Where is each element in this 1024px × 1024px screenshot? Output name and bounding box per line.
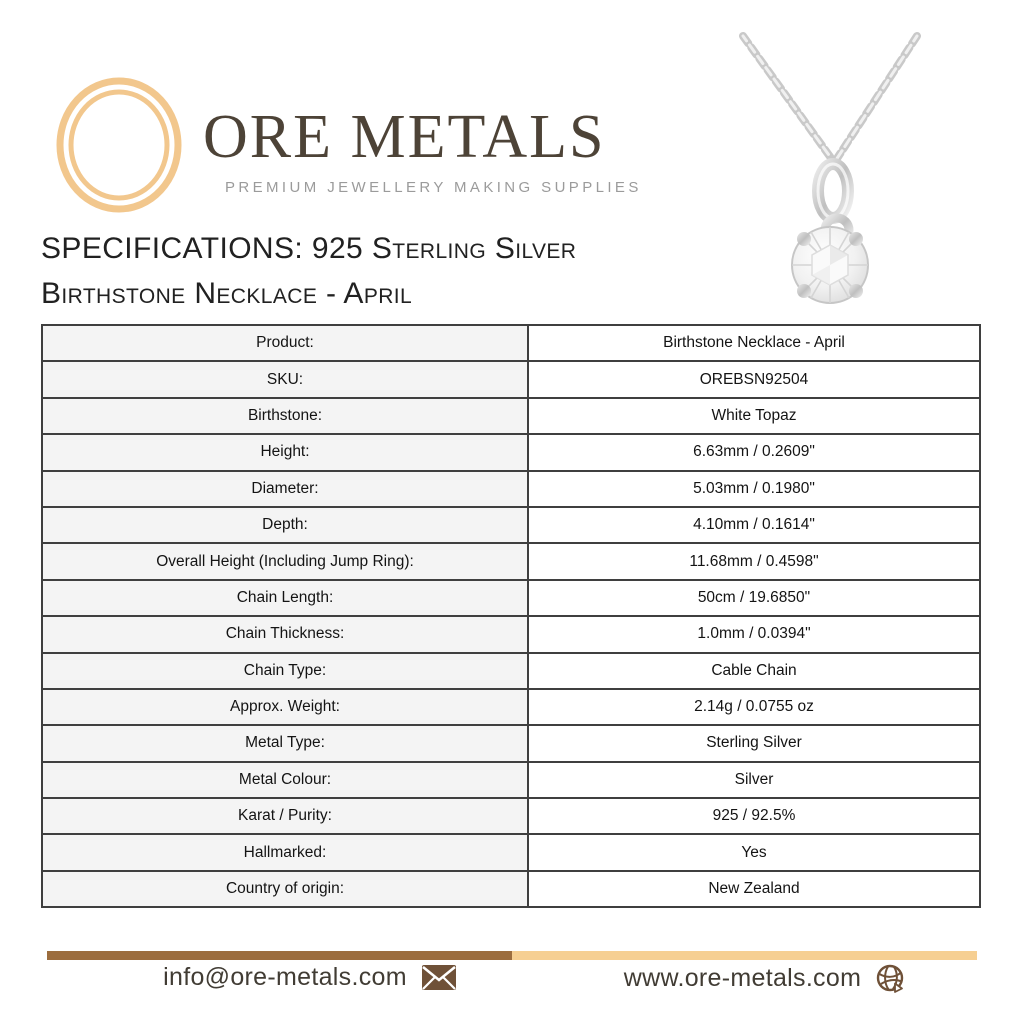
- spec-label: Product:: [42, 325, 528, 361]
- spec-row: [42, 398, 980, 434]
- spec-row: [42, 834, 980, 870]
- spec-row: [42, 507, 980, 543]
- spec-label: Chain Type:: [42, 653, 528, 689]
- spec-value: OREBSN92504: [528, 361, 980, 397]
- spec-label: Hallmarked:: [42, 834, 528, 870]
- footer-email-group: [60, 963, 560, 992]
- gemstone-white-topaz: [792, 227, 868, 303]
- spec-value: Sterling Silver: [528, 725, 980, 761]
- spec-label: Height:: [42, 434, 528, 470]
- spec-value: White Topaz: [528, 398, 980, 434]
- spec-value: 50cm / 19.6850": [528, 580, 980, 616]
- spec-label: Country of origin:: [42, 871, 528, 907]
- spec-row: [42, 725, 980, 761]
- envelope-icon: [421, 964, 457, 991]
- footer-email-text[interactable]: info@ore-metals.com: [163, 963, 407, 991]
- spec-row: [42, 871, 980, 907]
- spec-row: [42, 434, 980, 470]
- spec-value: Silver: [528, 762, 980, 798]
- spec-value: 2.14g / 0.0755 oz: [528, 689, 980, 725]
- spec-value: 6.63mm / 0.2609": [528, 434, 980, 470]
- spec-value: 1.0mm / 0.0394": [528, 616, 980, 652]
- spec-table-body: [42, 325, 980, 907]
- spec-label: Metal Type:: [42, 725, 528, 761]
- brand-tagline: PREMIUM JEWELLERY MAKING SUPPLIES: [225, 179, 642, 196]
- spec-label: Karat / Purity:: [42, 798, 528, 834]
- footer-website-text[interactable]: www.ore-metals.com: [623, 964, 862, 992]
- spec-value: Birthstone Necklace - April: [528, 325, 980, 361]
- spec-row: [42, 798, 980, 834]
- spec-value: New Zealand: [528, 871, 980, 907]
- product-photo-necklace: [665, 8, 1015, 320]
- spec-label: Metal Colour:: [42, 762, 528, 798]
- spec-row: [42, 543, 980, 579]
- spec-label: Depth:: [42, 507, 528, 543]
- spec-table: [41, 324, 981, 908]
- spec-row: [42, 471, 980, 507]
- cable-chain: [743, 36, 917, 160]
- brand-name: ORE METALS: [203, 103, 606, 171]
- spec-value: Yes: [528, 834, 980, 870]
- page-title-line2: Birthstone Necklace - April: [41, 277, 413, 310]
- spec-value: Cable Chain: [528, 653, 980, 689]
- page-title: [41, 226, 681, 316]
- spec-value: 11.68mm / 0.4598": [528, 543, 980, 579]
- spec-label: Diameter:: [42, 471, 528, 507]
- brand-logo-circle-icon: [55, 76, 183, 214]
- spec-row: [42, 689, 980, 725]
- spec-row: [42, 616, 980, 652]
- footer-divider-bar: [47, 951, 977, 960]
- spec-label: SKU:: [42, 361, 528, 397]
- globe-icon: [875, 963, 906, 994]
- spec-row: [42, 325, 980, 361]
- spec-row: [42, 762, 980, 798]
- footer-website-group: [540, 963, 990, 994]
- page-title-line1: SPECIFICATIONS: 925 Sterling Silver: [41, 232, 577, 265]
- spec-label: Approx. Weight:: [42, 689, 528, 725]
- spec-row: [42, 361, 980, 397]
- spec-label: Chain Length:: [42, 580, 528, 616]
- spec-row: [42, 580, 980, 616]
- spec-label: Chain Thickness:: [42, 616, 528, 652]
- spec-value: 4.10mm / 0.1614": [528, 507, 980, 543]
- spec-value: 925 / 92.5%: [528, 798, 980, 834]
- spec-label: Overall Height (Including Jump Ring):: [42, 543, 528, 579]
- spec-row: [42, 653, 980, 689]
- spec-label: Birthstone:: [42, 398, 528, 434]
- spec-value: 5.03mm / 0.1980": [528, 471, 980, 507]
